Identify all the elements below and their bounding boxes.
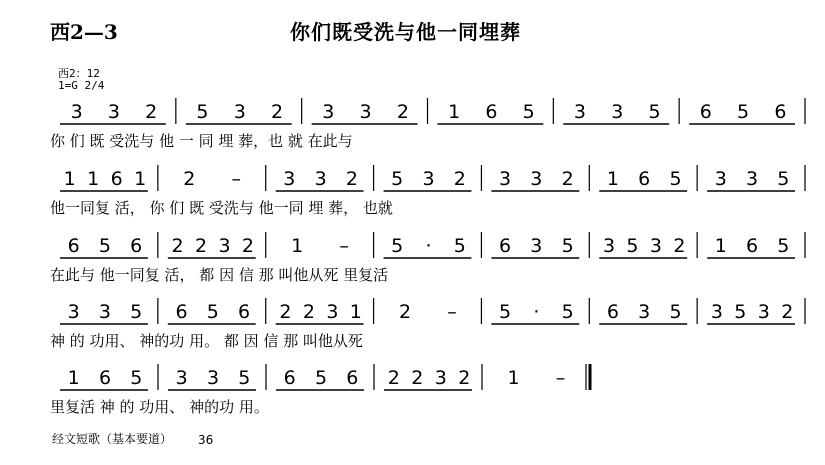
note: 3 [67, 301, 80, 323]
note: 3 [422, 168, 435, 190]
note: 6 [638, 168, 651, 190]
note: 3 [98, 301, 111, 323]
note: 3 [530, 235, 543, 257]
page-number: 36 [198, 433, 214, 447]
note: 6 [499, 235, 512, 257]
note: 5 [130, 301, 143, 323]
note: 5 [314, 367, 328, 389]
note: 6 [283, 367, 296, 389]
note: 3 [283, 168, 296, 190]
note: 1 [606, 168, 619, 190]
note: 2 [241, 235, 255, 257]
note: 2 [781, 301, 794, 323]
note: 2 [183, 168, 196, 190]
book-name: 经文短歌（基本要道） [52, 432, 173, 446]
note: 2 [453, 168, 466, 190]
note: 3 [710, 301, 723, 323]
note: 6 [606, 301, 619, 323]
note: 3 [638, 301, 651, 323]
note: 1 [63, 168, 76, 190]
note: 5 [238, 367, 251, 389]
note: 5 [777, 168, 790, 190]
note: 6 [238, 301, 251, 323]
note: 1 [87, 168, 100, 190]
note: 5 [669, 168, 682, 190]
note: 5 [561, 301, 574, 323]
note: 6 [110, 168, 123, 190]
notation-row [50, 165, 805, 217]
note: 3 [530, 168, 543, 190]
note: 3 [326, 301, 339, 323]
note: · [425, 235, 432, 257]
note: 5 [206, 301, 219, 323]
note: 5 [453, 235, 466, 257]
note: – [231, 168, 241, 190]
note: 5 [499, 301, 512, 323]
notation-row [50, 364, 590, 416]
note: 5 [669, 301, 682, 323]
note: 3 [714, 168, 727, 190]
note: 3 [70, 101, 83, 123]
note: 3 [602, 235, 616, 257]
note: 2 [171, 235, 184, 257]
note: 3 [746, 168, 759, 190]
note: 6 [485, 101, 498, 123]
note: 6 [746, 235, 759, 257]
lyrics-line: 神 的 功用、 神的功 用。 都 因 信 那 叫他从死 [50, 332, 363, 350]
note: · [533, 301, 540, 323]
note: 2 [270, 101, 284, 123]
note: 1 [134, 168, 147, 190]
note: 2 [561, 168, 574, 190]
note: 3 [206, 367, 220, 389]
note: 1 [714, 235, 727, 257]
note: 3 [107, 101, 120, 123]
note: 2 [302, 301, 315, 323]
note: 3 [314, 168, 327, 190]
note: 5 [737, 101, 750, 123]
note: 2 [279, 301, 292, 323]
note: 5 [391, 168, 404, 190]
song-title: 你们既受洗与他一同埋葬 [290, 20, 521, 44]
note: 2 [195, 235, 208, 257]
note: 3 [322, 101, 335, 123]
note: – [447, 301, 457, 323]
note: 2 [411, 367, 424, 389]
note: 3 [175, 367, 188, 389]
lyrics-line: 你 们 既 受洗与 他 一 同 埋 葬，也 就 在此与 [50, 132, 353, 150]
note: 1 [507, 367, 520, 389]
note: 1 [448, 101, 461, 123]
note: 6 [774, 101, 787, 123]
note: 2 [145, 101, 158, 123]
note: 2 [387, 367, 400, 389]
note: 3 [757, 301, 770, 323]
note: 5 [522, 101, 535, 123]
note: 6 [130, 235, 143, 257]
notation-row [50, 232, 805, 284]
note: 2 [673, 235, 686, 257]
note: 6 [346, 367, 359, 389]
lyrics-line: 他一同复 活， 你 们 既 受洗与 他一同 埋 葬， 也就 [50, 199, 393, 217]
note: – [555, 367, 566, 389]
lyrics-line: 在此与 他一同复 活， 都 因 信 那 叫他从死 里复活 [50, 266, 389, 284]
note: 3 [499, 168, 512, 190]
note: – [339, 235, 349, 257]
note: 3 [434, 367, 447, 389]
lyrics-line: 里复活 神 的 功用、 神的功 用。 [50, 398, 269, 416]
note: 3 [611, 101, 624, 123]
note: 5 [561, 235, 574, 257]
note: 5 [734, 301, 747, 323]
note: 5 [626, 235, 639, 257]
note: 6 [699, 101, 712, 123]
scripture-code: 西2—3 [50, 20, 118, 44]
note: 2 [458, 367, 471, 389]
note: 1 [291, 235, 304, 257]
note: 1 [67, 367, 80, 389]
note: 3 [218, 235, 231, 257]
notation-row [50, 298, 805, 350]
note: 2 [345, 168, 358, 190]
note: 6 [175, 301, 188, 323]
note: 2 [398, 301, 412, 323]
note: 5 [777, 235, 790, 257]
note: 5 [648, 101, 661, 123]
note: 3 [573, 101, 587, 123]
key-signature: 1=G 2/4 [58, 79, 105, 92]
note: 6 [67, 235, 80, 257]
note: 5 [196, 101, 209, 123]
note: 3 [649, 235, 662, 257]
note: 2 [396, 101, 409, 123]
scripture-reference: 西2：12 [58, 67, 100, 80]
note: 3 [359, 101, 372, 123]
note: 3 [233, 101, 246, 123]
note: 6 [98, 367, 112, 389]
note: 5 [98, 235, 111, 257]
note: 5 [130, 367, 143, 389]
note: 5 [391, 235, 404, 257]
note: 1 [349, 301, 362, 323]
notation-row [50, 98, 805, 150]
